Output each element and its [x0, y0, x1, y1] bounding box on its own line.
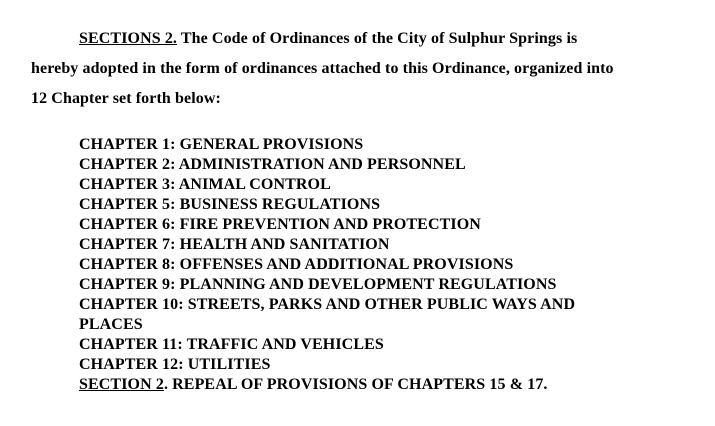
chapter-item: CHAPTER 8: OFFENSES AND ADDITIONAL PROVISIONS: [79, 256, 514, 273]
chapter-item: CHAPTER 7: HEALTH AND SANITATION: [79, 236, 390, 253]
paragraph-line-1-text: The Code of Ordinances of the City of Sulphur Springs is: [177, 30, 578, 47]
chapter-item: CHAPTER 6: FIRE PREVENTION AND PROTECTION: [79, 216, 481, 233]
chapter-item: CHAPTER 5: BUSINESS REGULATIONS: [79, 196, 381, 213]
paragraph-line-3: 12 Chapter set forth below:: [31, 90, 221, 107]
chapter-item: CHAPTER 10: STREETS, PARKS AND OTHER PUBLIC WAYS AND: [79, 296, 576, 313]
chapter-item: CHAPTER 9: PLANNING AND DEVELOPMENT REGULATIONS: [79, 276, 557, 293]
paragraph-line-1: [31, 24, 691, 54]
chapter-list: [79, 135, 679, 395]
chapter-item: CHAPTER 11: TRAFFIC AND VEHICLES: [79, 336, 384, 353]
paragraph-line-2: hereby adopted in the form of ordinances attached to this Ordinance, organized into: [31, 60, 614, 77]
chapter-item: CHAPTER 2: ADMINISTRATION AND PERSONNEL: [79, 156, 466, 173]
chapter-item: CHAPTER 12: UTILITIES: [79, 356, 271, 373]
repeal-section-line: [79, 375, 679, 395]
chapter-item: CHAPTER 3: ANIMAL CONTROL: [79, 176, 331, 193]
section-heading: SECTIONS 2.: [79, 30, 178, 47]
repeal-section-heading: SECTION 2: [79, 376, 164, 393]
adoption-paragraph: [31, 24, 691, 114]
repeal-section-text: . REPEAL OF PROVISIONS OF CHAPTERS 15 & 17.: [163, 376, 548, 393]
chapter-item: CHAPTER 1: GENERAL PROVISIONS: [79, 136, 364, 153]
chapter-item: PLACES: [79, 316, 143, 333]
